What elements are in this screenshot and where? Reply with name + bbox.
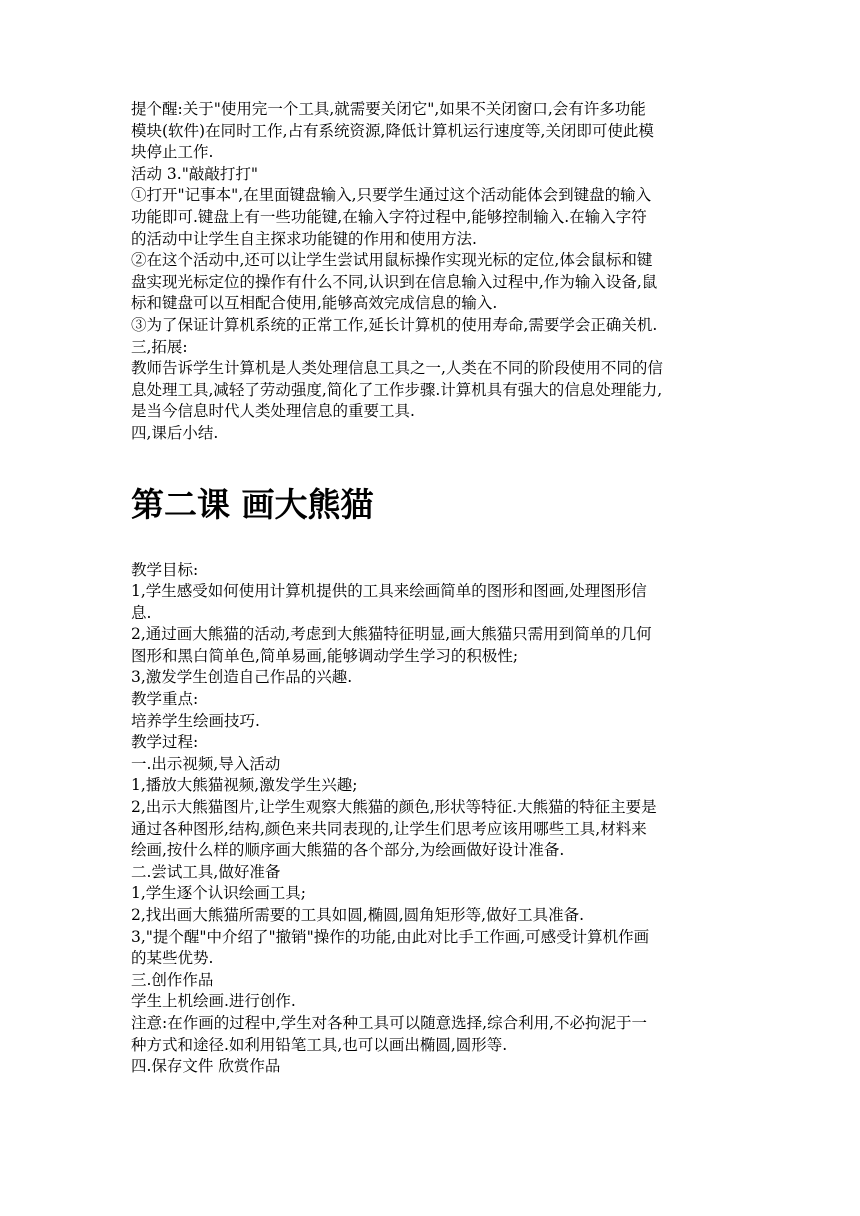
- text-line: 四.保存文件 欣赏作品: [131, 1057, 281, 1076]
- text-line: 四,课后小结.: [131, 423, 219, 442]
- text-line: 标和键盘可以互相配合使用,能够高效完成信息的输入.: [131, 294, 498, 313]
- text-line: 提个醒:关于"使用完一个工具,就需要关闭它",如果不关闭窗口,会有许多功能: [131, 100, 646, 118]
- text-line: 功能即可.键盘上有一些功能键,在输入字符过程中,能够控制输入.在输入字符: [131, 207, 647, 226]
- text-line: 3,激发学生创造自己作品的兴趣.: [131, 668, 353, 687]
- text-line: 图形和黑白简单色,简单易画,能够调动学生学习的积极性;: [131, 646, 519, 665]
- text-line: 三.创作作品: [131, 970, 214, 989]
- text-line: ③为了保证计算机系统的正常工作,延长计算机的使用寿命,需要学会正确关机.: [131, 315, 658, 334]
- text-line: 息.: [131, 603, 152, 622]
- section-previous-lesson-text: [131, 99, 741, 445]
- text-line: 块停止工作.: [131, 143, 214, 162]
- text-line: 1,播放大熊猫视频,激发学生兴趣;: [131, 776, 358, 795]
- text-line: 2,找出画大熊猫所需要的工具如圆,椭圆,圆角矩形等,做好工具准备.: [131, 906, 584, 924]
- text-line: 培养学生绘画技巧.: [131, 711, 260, 730]
- text-line: 1,学生感受如何使用计算机提供的工具来绘画简单的图形和图画,处理图形信: [131, 582, 647, 601]
- lesson-body: [131, 560, 741, 1078]
- text-line: 教师告诉学生计算机是人类处理信息工具之一,人类在不同的阶段使用不同的信: [131, 359, 663, 378]
- document-page: [131, 99, 741, 1078]
- text-line: 盘实现光标定位的操作有什么不同,认识到在信息输入过程中,作为输入设备,鼠: [131, 272, 658, 291]
- text-line: 息处理工具,减轻了劳动强度,简化了工作步骤.计算机具有强大的信息处理能力,: [131, 380, 663, 399]
- text-line: ①打开"记事本",在里面键盘输入,只要学生通过这个活动能体会到键盘的输入: [131, 186, 652, 205]
- text-line: 学生上机绘画.进行创作.: [131, 992, 296, 1011]
- text-line: 的活动中让学生自主探求功能键的作用和使用方法.: [131, 229, 477, 248]
- text-line: 三,拓展:: [131, 337, 188, 356]
- text-line: 2,出示大熊猫图片,让学生观察大熊猫的颜色,形状等特征.大熊猫的特征主要是: [131, 798, 657, 817]
- text-line: 一.出示视频,导入活动: [131, 754, 281, 773]
- text-line: 绘画,按什么样的顺序画大熊猫的各个部分,为绘画做好设计准备.: [131, 841, 565, 860]
- text-line: 教学过程:: [131, 733, 199, 752]
- text-line: 模块(软件)在同时工作,占有系统资源,降低计算机运行速度等,关闭即可使此模: [131, 121, 654, 140]
- text-line: 活动 3."敲敲打打": [131, 164, 258, 183]
- lesson-title: 第二课 画大熊猫: [131, 484, 374, 524]
- text-line: 的某些优势.: [131, 949, 214, 968]
- text-line: 教学重点:: [131, 690, 199, 709]
- text-line: 是当今信息时代人类处理信息的重要工具.: [131, 402, 415, 421]
- text-line: 种方式和途径.如利用铅笔工具,也可以画出椭圆,圆形等.: [131, 1035, 508, 1054]
- text-line: 教学目标:: [131, 560, 199, 579]
- text-line: 2,通过画大熊猫的活动,考虑到大熊猫特征明显,画大熊猫只需用到简单的几何: [131, 625, 652, 644]
- text-line: ②在这个活动中,还可以让学生尝试用鼠标操作实现光标的定位,体会鼠标和键: [131, 251, 653, 270]
- text-line: 1,学生逐个认识绘画工具;: [131, 884, 307, 903]
- text-line: 注意:在作画的过程中,学生对各种工具可以随意选择,综合利用,不必拘泥于一: [131, 1013, 648, 1032]
- text-line: 3,"提个醒"中介绍了"撤销"操作的功能,由此对比手工作画,可感受计算机作画: [131, 927, 650, 946]
- text-line: 二.尝试工具,做好准备: [131, 862, 281, 881]
- text-line: 通过各种图形,结构,颜色来共同表现的,让学生们思考应该用哪些工具,材料来: [131, 819, 647, 838]
